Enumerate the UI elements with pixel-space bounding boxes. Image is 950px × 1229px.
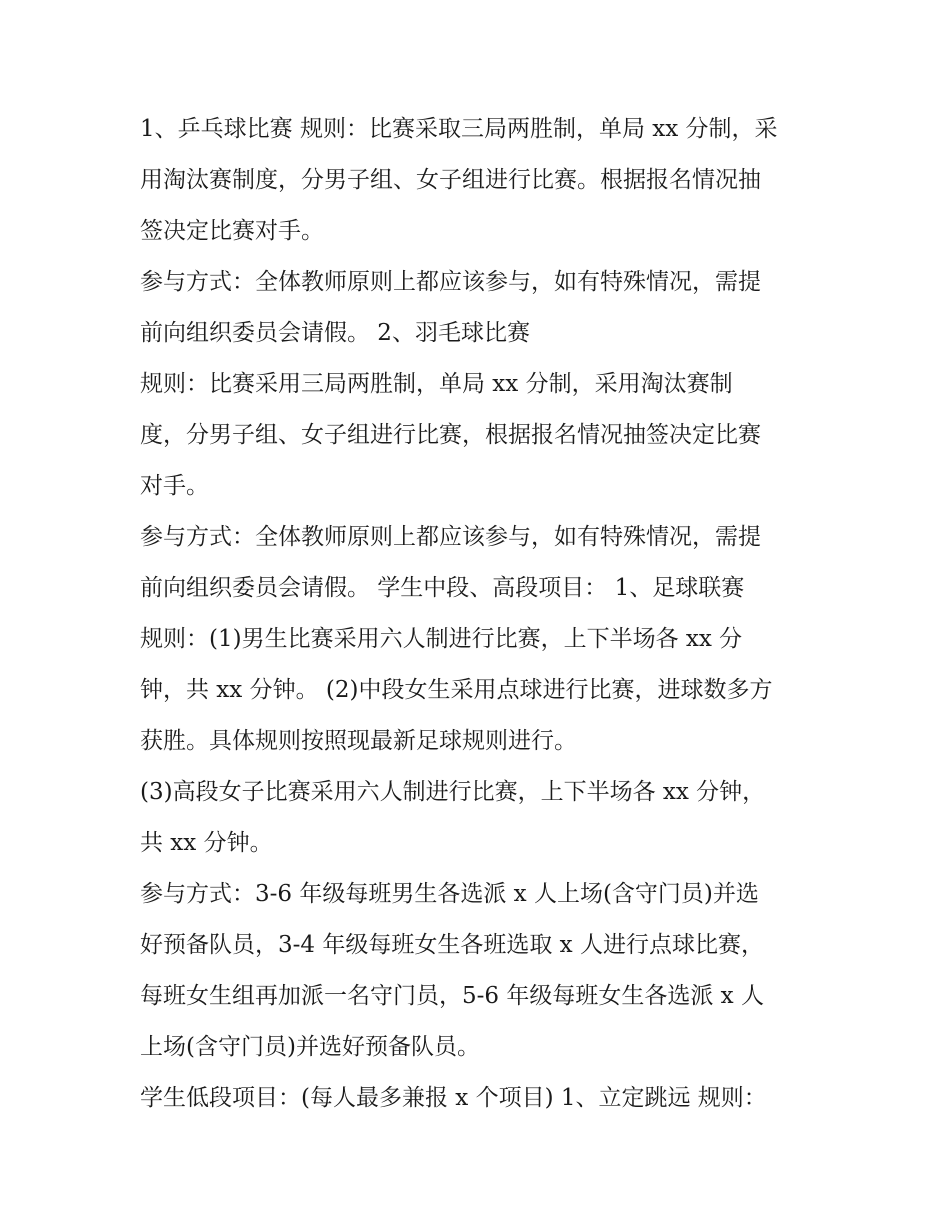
text-line: 好预备队员，3-4 年级每班女生各班选取 x 人进行点球比赛， xyxy=(140,932,764,958)
text-line: 规则：(1)男生比赛采用六人制进行比赛，上下半场各 xx 分 xyxy=(140,626,743,652)
text-line: 规则：比赛采用三局两胜制，单局 xx 分制，采用淘汰赛制 xyxy=(140,371,733,397)
text-line: 获胜。具体规则按照现最新足球规则进行。 xyxy=(140,728,577,754)
document-body xyxy=(140,104,820,1124)
text-line: 共 xx 分钟。 xyxy=(140,830,273,856)
text-line: 度，分男子组、女子组进行比赛，根据报名情况抽签决定比赛 xyxy=(140,422,761,448)
text-line: 用淘汰赛制度，分男子组、女子组进行比赛。根据报名情况抽 xyxy=(140,167,761,193)
text-line: 参与方式：全体教师原则上都应该参与，如有特殊情况，需提 xyxy=(140,524,761,550)
text-line: 上场(含守门员)并选好预备队员。 xyxy=(140,1034,480,1060)
text-line: 钟，共 xx 分钟。 (2)中段女生采用点球进行比赛，进球数多方 xyxy=(140,677,773,703)
text-line: 1、乒乓球比赛 规则：比赛采取三局两胜制，单局 xx 分制，采 xyxy=(140,116,778,142)
text-line: 对手。 xyxy=(140,473,209,499)
text-line: 参与方式：全体教师原则上都应该参与，如有特殊情况，需提 xyxy=(140,269,761,295)
text-line: 前向组织委员会请假。 学生中段、高段项目： 1、足球联赛 xyxy=(140,575,745,601)
text-line: (3)高段女子比赛采用六人制进行比赛，上下半场各 xx 分钟， xyxy=(140,779,766,805)
text-line: 签决定比赛对手。 xyxy=(140,218,324,244)
text-line: 每班女生组再加派一名守门员，5-6 年级每班女生各选派 x 人 xyxy=(140,983,764,1009)
text-line: 学生低段项目：(每人最多兼报 x 个项目) 1、立定跳远 规则： xyxy=(140,1085,767,1111)
text-line: 参与方式：3-6 年级每班男生各选派 x 人上场(含守门员)并选 xyxy=(140,881,759,907)
text-line: 前向组织委员会请假。 2、羽毛球比赛 xyxy=(140,320,530,346)
